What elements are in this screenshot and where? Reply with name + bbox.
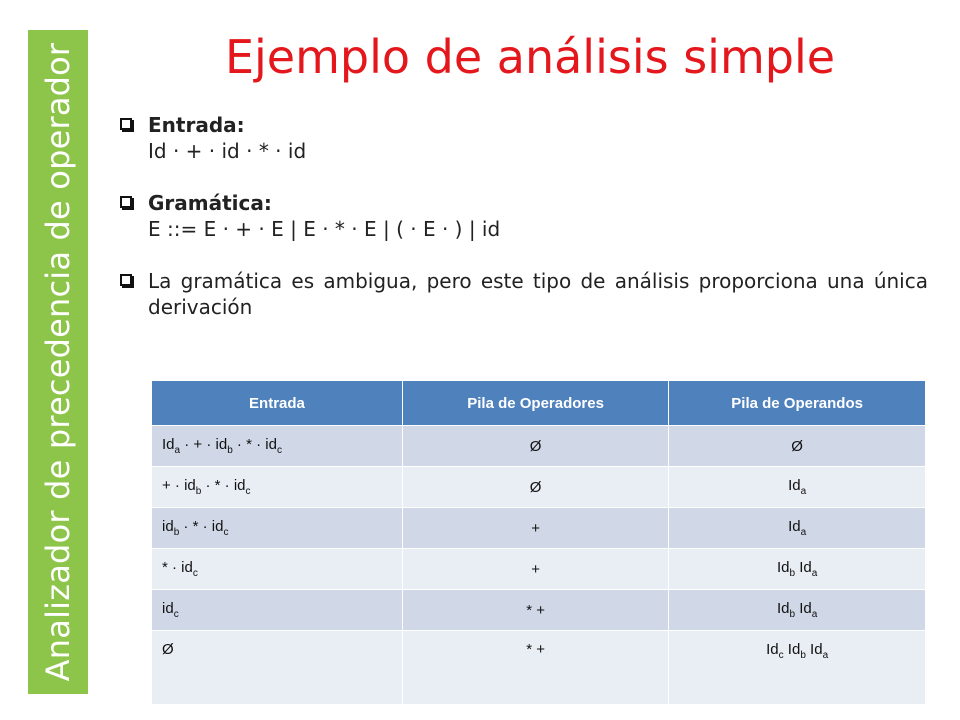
table-row [152, 467, 926, 508]
cell-entrada: * · $id_c$ [152, 549, 402, 590]
table-row [152, 426, 926, 467]
parse-table [152, 381, 926, 704]
cell-pila-operandos: $Id_a$ [669, 467, 926, 508]
slide-title: Ejemplo de análisis simple [224, 30, 836, 84]
column-header-pila-operadores: Pila de Operadores [402, 381, 668, 426]
table-row [152, 631, 926, 705]
bullet-list [120, 112, 928, 346]
table-row [152, 549, 926, 590]
column-header-pila-operandos: Pila de Operandos [669, 381, 926, 426]
cell-entrada: Ø [152, 631, 402, 705]
table-header-row [152, 381, 926, 426]
cell-entrada: $Id_a$ · + · $id_b$ · * · $id_c$ [152, 426, 402, 467]
cell-entrada: $id_c$ [152, 590, 402, 631]
checkbox-bullet-icon [120, 118, 132, 130]
cell-pila-operandos: $Id_c$ $Id_b$ $Id_a$ [669, 631, 926, 705]
bullet-body: E ::= E · + · E | E · * · E | ( · E · ) | id [148, 217, 501, 241]
cell-pila-operandos: $Id_b$ $Id_a$ [669, 549, 926, 590]
bullet-entrada [120, 112, 928, 164]
cell-pila-operandos: Ø [669, 426, 926, 467]
checkbox-bullet-icon [120, 196, 132, 208]
bullet-heading: Gramática: [148, 191, 272, 215]
cell-entrada: + · $id_b$ · * · $id_c$ [152, 467, 402, 508]
cell-pila-operadores: * + [402, 590, 668, 631]
bullet-gramatica [120, 190, 928, 242]
column-header-entrada: Entrada [152, 381, 402, 426]
bullet-body: Id · + · id · * · id [148, 139, 307, 163]
bullet-heading: Entrada: [148, 113, 245, 137]
table-body [152, 426, 926, 705]
cell-pila-operandos: $Id_b$ $Id_a$ [669, 590, 926, 631]
table-row [152, 508, 926, 549]
cell-pila-operadores: Ø [402, 426, 668, 467]
table-row [152, 590, 926, 631]
cell-pila-operadores: + [402, 508, 668, 549]
cell-pila-operadores: + [402, 549, 668, 590]
bullet-ambigua [120, 268, 928, 320]
bullet-text: La gramática es ambigua, pero este tipo de análisis proporciona una única derivación [148, 269, 928, 319]
cell-pila-operandos: $Id_a$ [669, 508, 926, 549]
side-title: Analizador de precedencia de operador [39, 42, 77, 682]
cell-entrada: $id_b$ · * · $id_c$ [152, 508, 402, 549]
cell-pila-operadores: Ø [402, 467, 668, 508]
cell-pila-operadores: * + [402, 631, 668, 705]
checkbox-bullet-icon [120, 274, 132, 286]
